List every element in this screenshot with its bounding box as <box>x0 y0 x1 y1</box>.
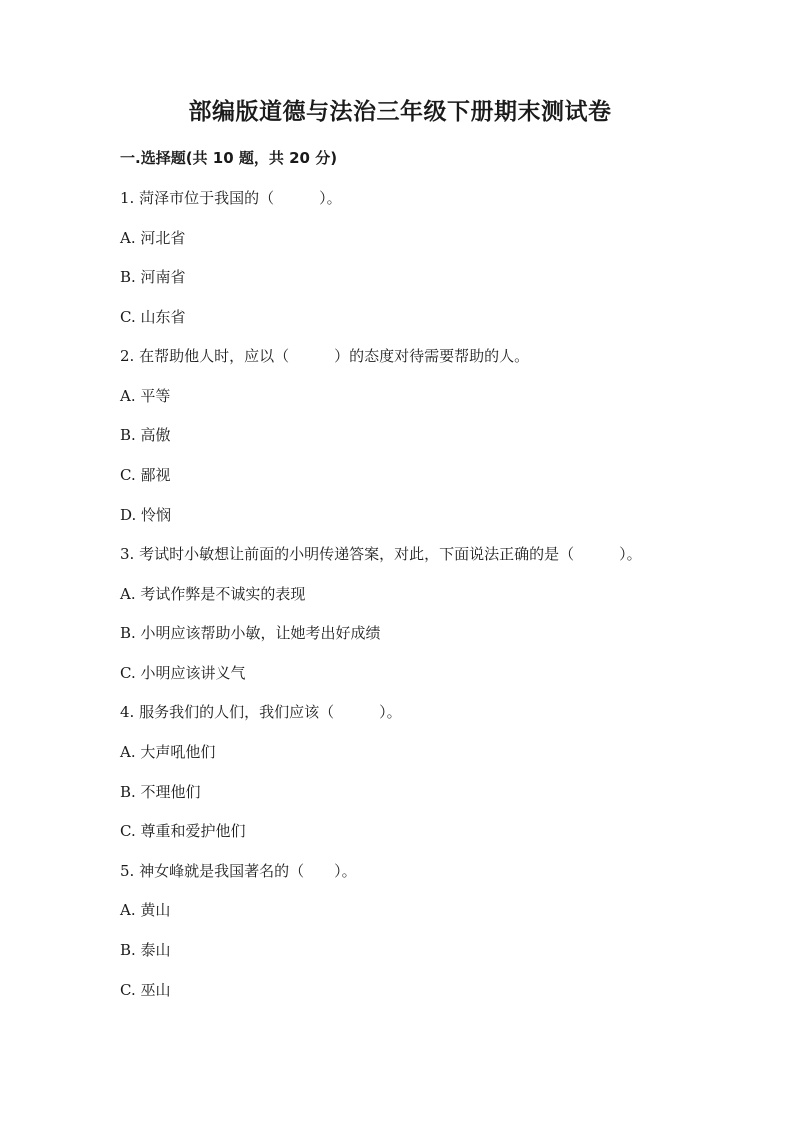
question-4-option-c: C. 尊重和爱护他们 <box>120 822 246 840</box>
question-4-option-b: B. 不理他们 <box>120 783 201 801</box>
question-2-option-a: A. 平等 <box>120 387 171 405</box>
question-4-stem: 4. 服务我们的人们，我们应该（ ）。 <box>120 703 402 721</box>
question-3-option-c: C. 小明应该讲义气 <box>120 664 246 682</box>
section-heading: 一.选择题(共 10 题，共 20 分) <box>120 149 338 167</box>
question-1-stem: 1. 菏泽市位于我国的（ ）。 <box>120 189 342 207</box>
question-2-option-c: C. 鄙视 <box>120 466 171 484</box>
question-3-option-a: A. 考试作弊是不诚实的表现 <box>120 585 306 603</box>
question-5-option-c: C. 巫山 <box>120 981 171 999</box>
question-2-option-d: D. 怜悯 <box>120 506 172 524</box>
question-1-option-b: B. 河南省 <box>120 268 186 286</box>
question-1-option-a: A. 河北省 <box>120 229 186 247</box>
question-5-stem: 5. 神女峰就是我国著名的（ ）。 <box>120 862 357 880</box>
question-3-stem: 3. 考试时小敏想让前面的小明传递答案，对此，下面说法正确的是（ ）。 <box>120 545 642 563</box>
question-5-option-b: B. 泰山 <box>120 941 171 959</box>
page-title: 部编版道德与法治三年级下册期末测试卷 <box>188 99 612 125</box>
question-2-option-b: B. 高傲 <box>120 426 171 444</box>
question-4-option-a: A. 大声吼他们 <box>120 743 216 761</box>
question-5-option-a: A. 黄山 <box>120 901 171 919</box>
question-3-option-b: B. 小明应该帮助小敏，让她考出好成绩 <box>120 624 381 642</box>
question-1-option-c: C. 山东省 <box>120 308 186 326</box>
question-2-stem: 2. 在帮助他人时，应以（ ）的态度对待需要帮助的人。 <box>120 347 530 365</box>
